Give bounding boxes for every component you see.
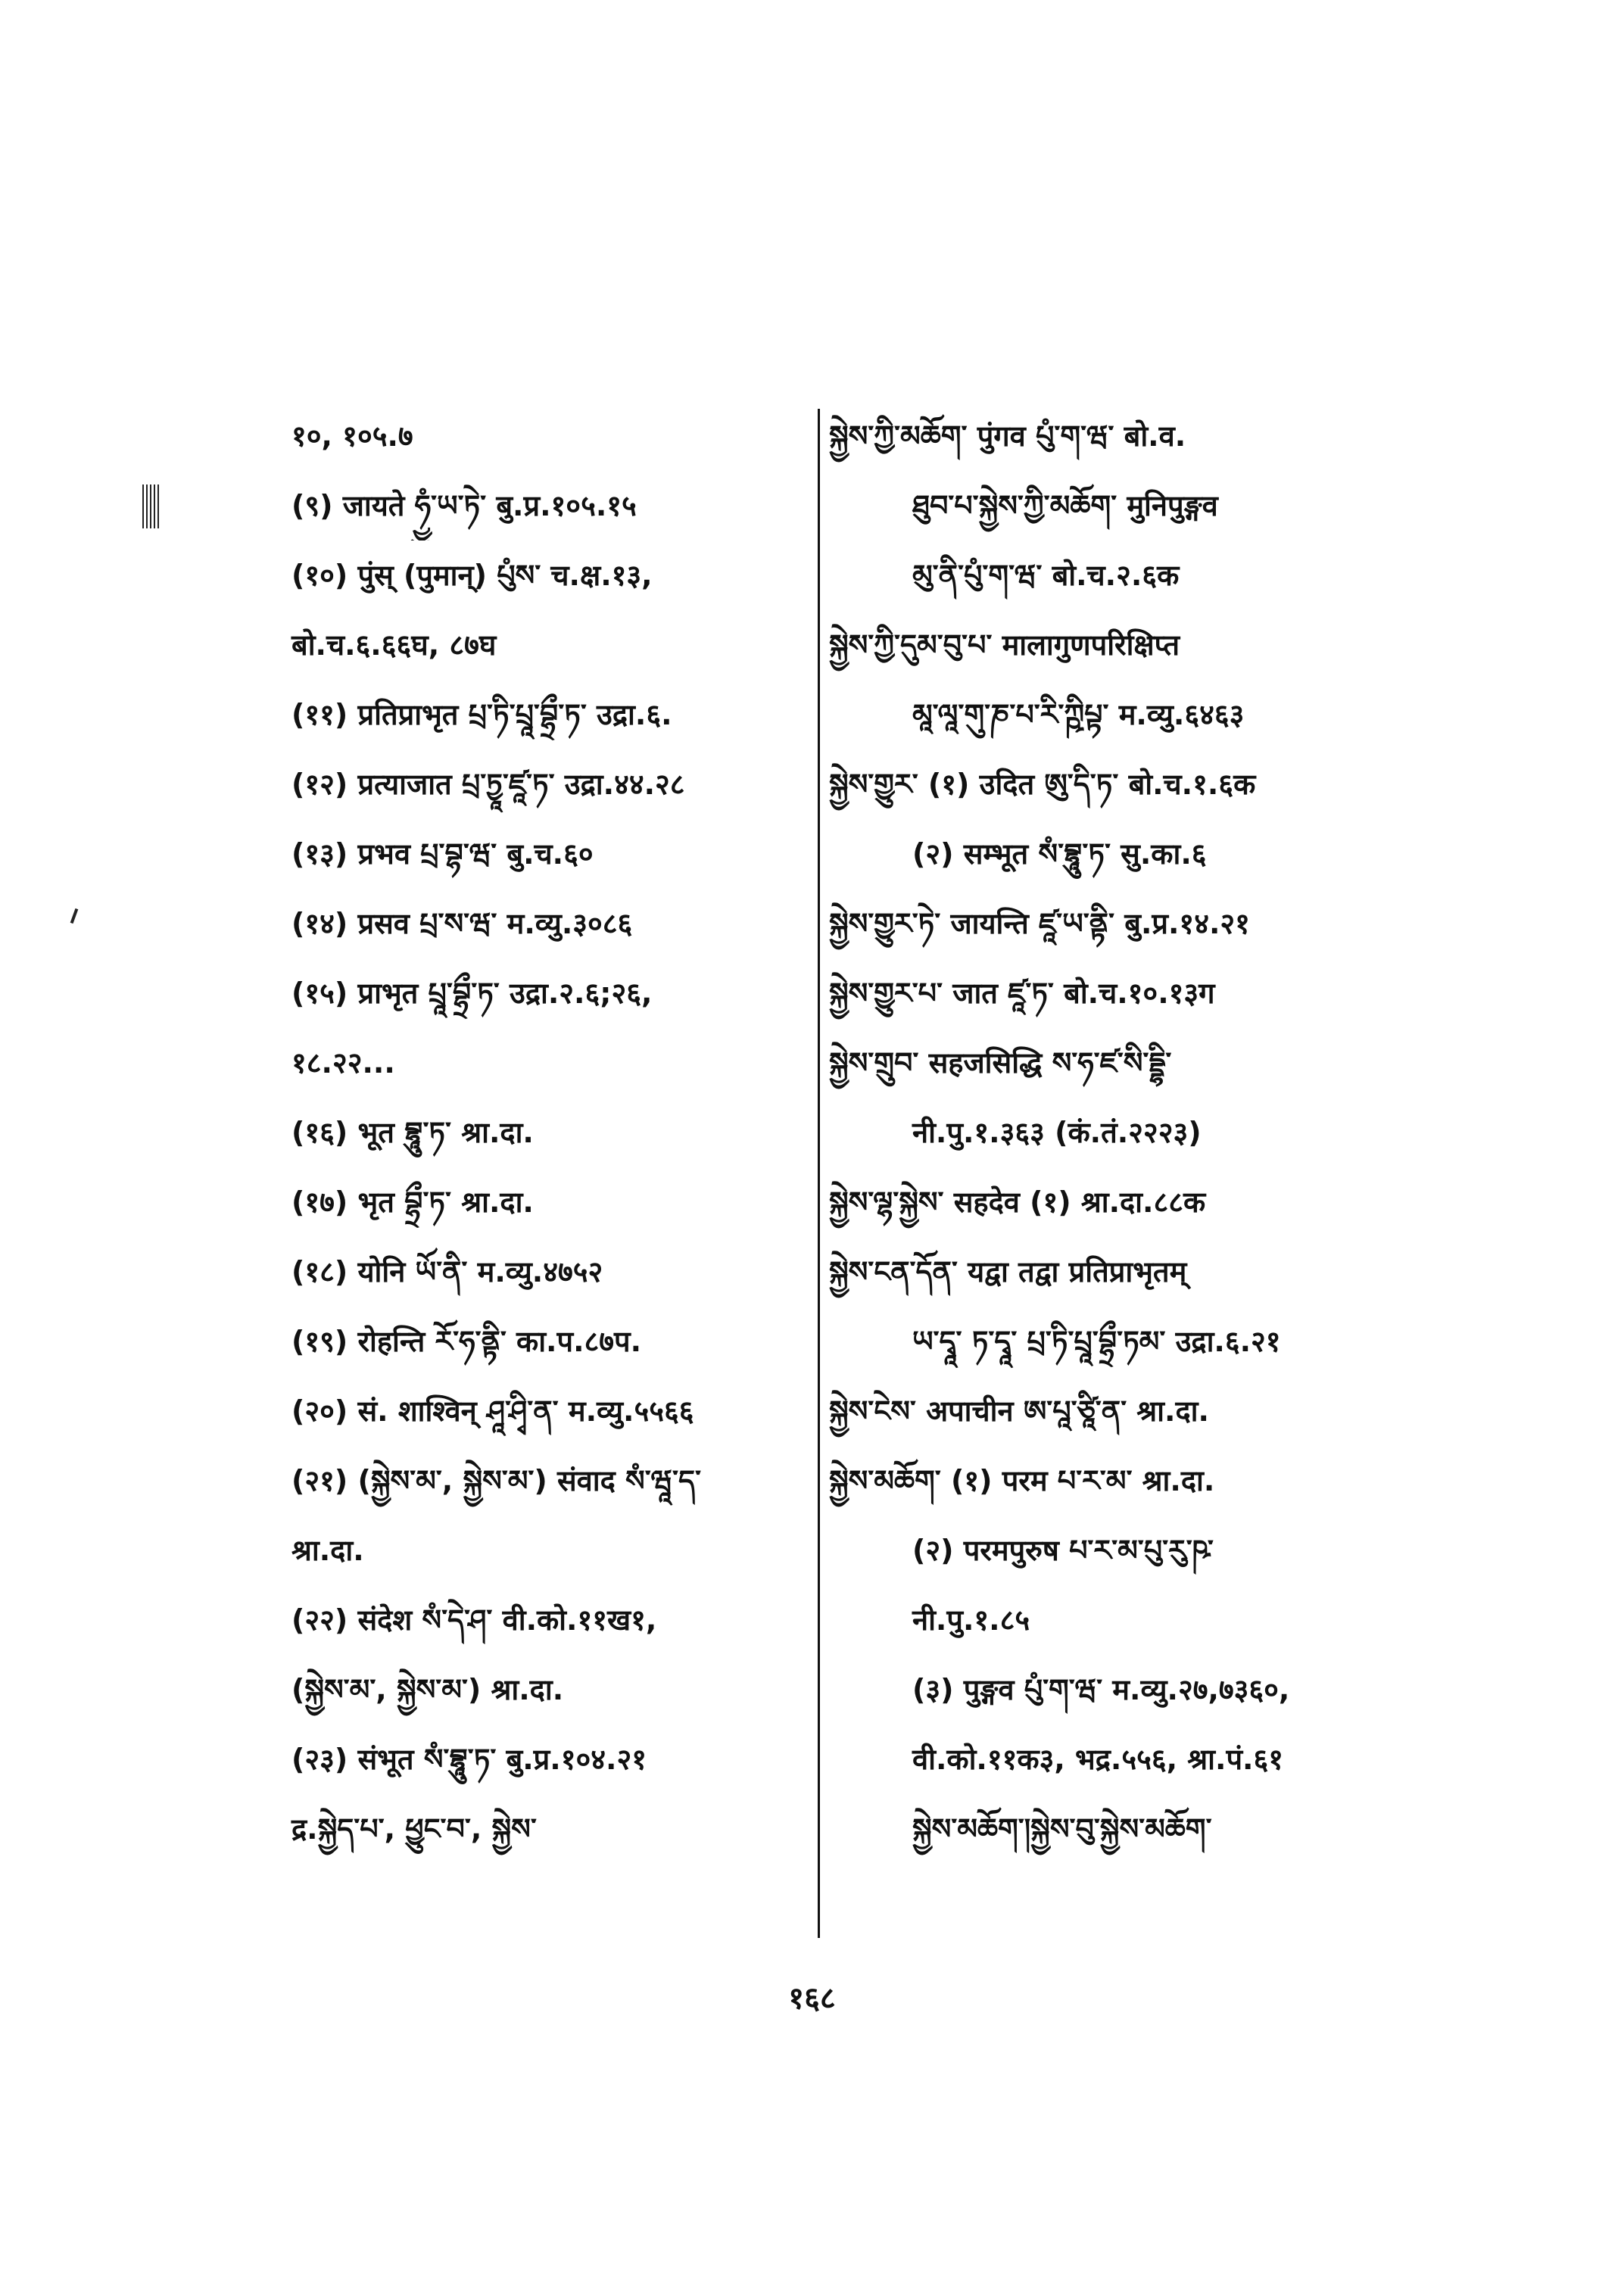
- right-column-line: སྐྱེས་ཀྱི་དུམ་བུ་པ་ मालागुणपरिक्षिप्त: [829, 628, 1180, 662]
- right-column-line: नी.पु.१.८५: [912, 1603, 1030, 1637]
- left-column-line: १०, १०५.७: [291, 419, 413, 453]
- left-column-line: (१७) भृत བྷྲྀ་ཏ་ श्रा.दा.: [291, 1185, 534, 1219]
- left-column-line: बो.च.६.६६घ, ८७घ: [291, 628, 497, 662]
- right-column-line: སྐྱེས་ལྷ་སྐྱེས་ सहदेव (१) श्रा.दा.८८क: [829, 1185, 1206, 1219]
- column-divider: [818, 409, 820, 1938]
- right-column-line: སྐྱེས་གྲུབ་ सहजसिद्धि ས་ཧ་ཛ་སི་དྡྷི་: [829, 1046, 1172, 1080]
- right-column-line: ཐུབ་པ་སྐྱེས་ཀྱི་མཆོག་ मुनिपुङ्गव: [912, 489, 1218, 522]
- left-column-line: (११) प्रतिप्राभृत པྲ་ཏི་པྲཱ་བྷྲྀ་ཏ་ उद्रा.६.: [291, 698, 672, 731]
- right-column-line: སྐྱེས་ཀྱི་མཆོག་ पुंगव པུཾ་ག་ཝ་ बो.व.: [829, 419, 1186, 453]
- left-column-line: (སྐྱེས་མ་, སྐྱེས་མ་) श्रा.दा.: [291, 1673, 564, 1706]
- left-column-line: (१९) रोहन्ति རོ་ཧ་ནྟི་ का.प.८७प.: [291, 1325, 642, 1358]
- left-column-line: श्रा.दा.: [291, 1534, 364, 1567]
- right-column-line: སྐྱེས་མཆོག་།སྐྱེས་བུ་སྐྱེས་མཆོག་: [912, 1812, 1212, 1846]
- left-column-line: (२३) संभूत སཾ་བྷཱུ་ཏ་ बु.प्र.१०४.२१: [291, 1743, 647, 1776]
- right-column-line: སྐྱེས་གྱུར་ཏེ་ जायन्ति ཛཱ་ཡ་ནྟི་ बु.प्र.१४.२१: [829, 907, 1250, 940]
- left-column-line: (१६) भूत བྷཱུ་ཏ་ श्रा.दा.: [291, 1116, 534, 1149]
- left-column-line: (२२) संदेश སཾ་དེ་ཤ་ वी.को.११ख१,: [291, 1603, 657, 1637]
- right-column-line: (२) सम्भूत སཾ་བྷཱུ་ཏ་ सु.का.६: [912, 837, 1207, 871]
- right-column-line: སྐྱེས་གྱུར་པ་ जात ཛཱ་ཏ་ बो.च.१०.१३ग: [829, 977, 1215, 1010]
- stray-ink-mark: [70, 908, 79, 924]
- right-column-line: སྐྱེས་ངན་དོན་ यद्वा तद्वा प्रतिप्राभृतम्: [829, 1255, 1187, 1288]
- left-column-line: (२०) सं. शाश्विन् ཤཱ་ཤྭི་ན་ म.व्यु.५५६६: [291, 1394, 694, 1428]
- right-column-line: ཡ་དྭཱ་ ཏ་དྭཱ་ པྲ་ཏི་པྲཱ་བྷྲྀ་ཏམ་ उद्रा.६.२१: [912, 1325, 1281, 1358]
- left-column: [284, 401, 814, 1864]
- margin-ruler-mark: [142, 484, 159, 528]
- left-column-line: (१८) योनि ཡོ་ནི་ म.व्यु.४७५२: [291, 1255, 603, 1288]
- right-column-line: (३) पुङ्गव པུཾ་ག་ཝ་ म.व्यु.२७,७३६०,: [912, 1673, 1290, 1706]
- right-column-line: वी.को.११क३, भद्र.५५६, श्रा.पं.६१: [912, 1743, 1283, 1776]
- left-column-line: (१२) प्रत्याजात པྲ་ཏྱཱ་ཛཱ་ཏ་ उद्रा.४४.२८: [291, 768, 685, 801]
- right-column-line: སྐྱེས་གྱུར་ (१) उदित ཨུ་དི་ཏ་ बो.च.१.६क: [829, 768, 1256, 801]
- left-column-line: (९) जायते ཧྱུཾ་ཡ་ཏེ་ बु.प्र.१०५.१५: [291, 489, 637, 522]
- left-column-line: (१३) प्रभव པྲ་བྷ་ཝ་ बु.च.६०: [291, 837, 594, 871]
- left-column-line: (१०) पुंस् (पुमान्) པུཾས་ च.क्ष.१३,: [291, 559, 653, 592]
- right-column-line: (२) परमपुरुष པ་ར་མ་པུ་རུ་ཥ་: [912, 1534, 1214, 1567]
- left-column-line: (२१) (སྐྱེས་མ་, སྐྱེས་མ་) संवाद སཾ་ཝཱ་ད་: [291, 1464, 701, 1497]
- right-column-line: नी.पु.१.३६३ (कं.तं.२२२३): [912, 1116, 1202, 1149]
- left-column-line: (१५) प्राभृत པྲཱ་བྷྲྀ་ཏ་ उद्रा.२.६;२६,: [291, 977, 653, 1010]
- page-number: १६८: [788, 1981, 836, 2016]
- right-column-line: སྐྱེས་ངེས་ अपाचीन ཨ་པཱ་ཙཱི་ན་ श्रा.दा.: [829, 1394, 1209, 1428]
- left-column-line: (१४) प्रसव པྲ་ས་ཝ་ म.व्यु.३०८६: [291, 907, 633, 940]
- right-column-line: སྐྱེས་མཆོག་ (१) परम པ་ར་མ་ श्रा.दा.: [829, 1464, 1215, 1497]
- right-column-line: མུ་ནི་པུཾ་ག་ཝ་ बो.च.२.६क: [912, 559, 1180, 592]
- right-column: [829, 401, 1435, 1864]
- left-column-line: द्र.སྐྱེད་པ་, ཕྱུང་བ་, སྐྱེས་: [291, 1812, 537, 1846]
- right-column-line: མཱ་ལཱ་གུ་ཎ་པ་རི་ཀྵིཔྟ་ म.व्यु.६४६३: [912, 698, 1245, 731]
- left-column-line: १८.२२...: [291, 1046, 395, 1080]
